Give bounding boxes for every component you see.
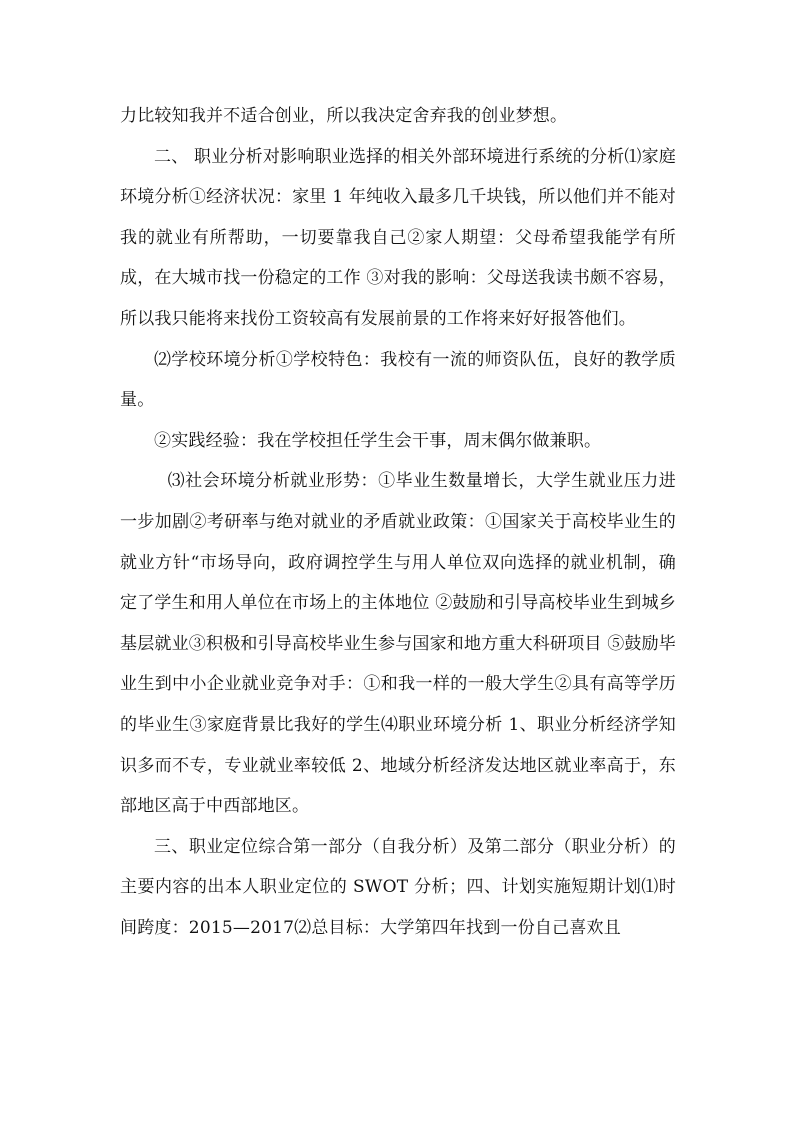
document-body	[120, 96, 676, 948]
paragraph-5: ⑶社会环境分析就业形势：①毕业生数量增长，大学生就业压力进一步加剧②考研率与绝对就业的矛盾就业政策：①国家关于高校毕业生的就业方针“市场导向，政府调控学生与用人单位双向选择的就业机制，确定了学生和用人单位在市场上的主体地位 ②鼓励和引导高校毕业生到城乡基层就业③积极和引导高校毕业生参与国家和地方重大科研项目 ⑤鼓励毕业生到中小企业就业竞争对手：①和我一样的一般大学生②具有高等学历的毕业生③家庭背景比我好的学生⑷职业环境分析 1、职业分析经济学知识多而不专，专业就业率较低 2、地域分析经济发达地区就业率高于，东部地区高于中西部地区。	[120, 471, 677, 817]
paragraph-1: 力比较知我并不适合创业，所以我决定舍弃我的创业梦想。	[120, 106, 568, 126]
paragraph-6: 三、职业定位综合第一部分（自我分析）及第二部分（职业分析）的主要内容的出本人职业定位的 SWOT 分析；四、计划实施短期计划⑴时间跨度：2015—2017⑵总目标：大学第四年找到一份自己喜欢且	[120, 836, 676, 938]
paragraph-2: 二、 职业分析对影响职业选择的相关外部环境进行系统的分析⑴家庭环境分析①经济状况：家里 1 年纯收入最多几千块钱，所以他们并不能对我的就业有所帮助，一切要靠我自己②家人期望：父母希望我能学有所成，在大城市找一份稳定的工作 ③对我的影响：父母送我读书颇不容易，所以我只能将来找份工资较高有发展前景的工作将来好好报答他们。	[120, 146, 677, 329]
paragraph-4: ②实践经验：我在学校担任学生会干事，周末偶尔做兼职。	[154, 430, 602, 451]
paragraph-3: ⑵学校环境分析①学校特色：我校有一流的师资队伍，良好的教学质量。	[120, 349, 676, 411]
